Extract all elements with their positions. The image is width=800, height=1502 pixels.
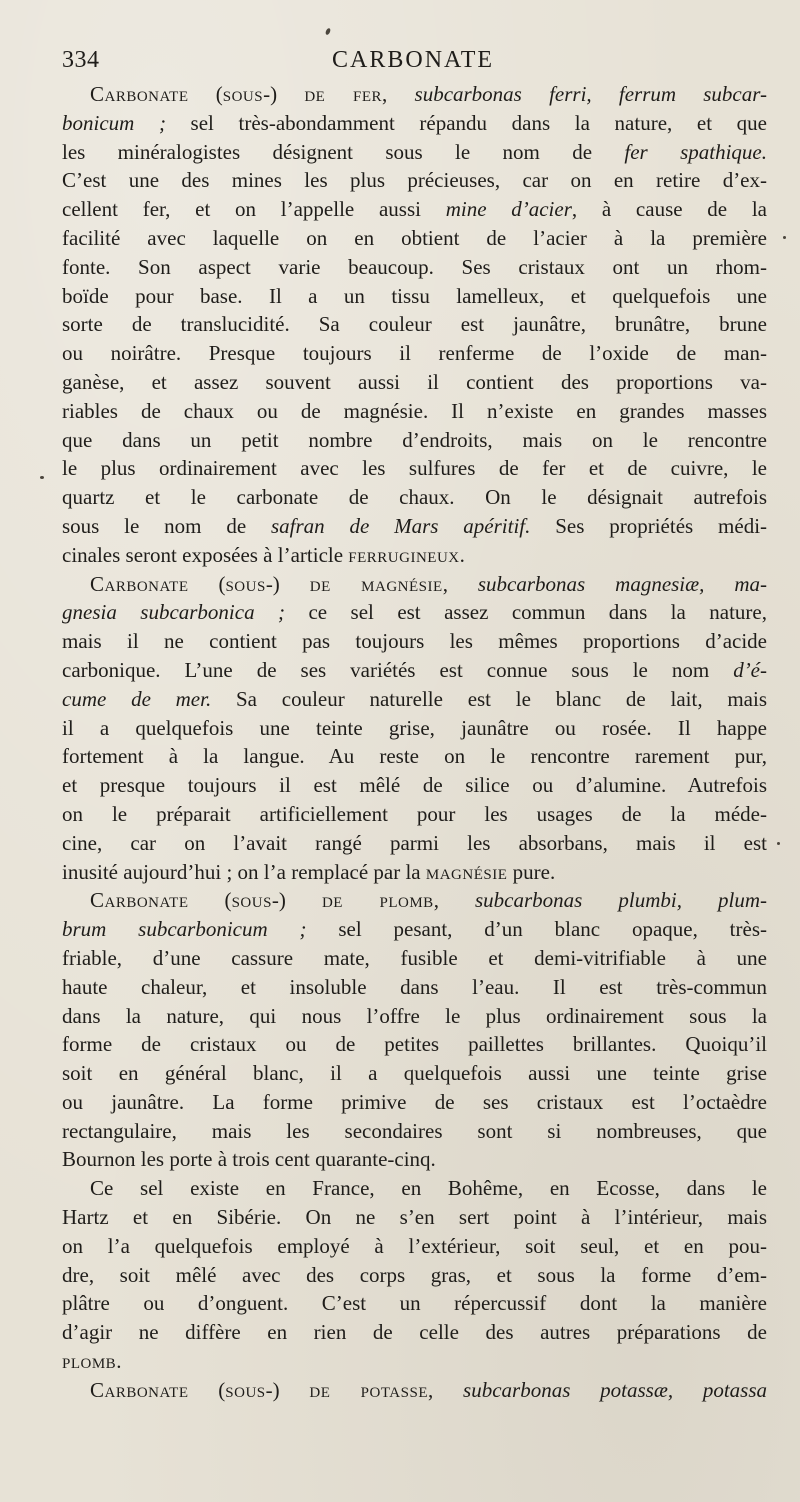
italic-text: mine d’acier: [445, 197, 572, 222]
text-segment: le plus ordinairement avec les sulfures de fer et de cuivre, le: [62, 456, 767, 481]
text-segment: riables de chaux ou de magnésie. Il n’existe en grandes masses: [62, 398, 767, 423]
text-segment: d’agir ne diffère en rien de celle des autres préparations de: [62, 1320, 767, 1345]
text-segment: les minéralogistes désignent sous le nom de: [62, 139, 625, 164]
small-caps-text: Carbonate: [90, 888, 189, 913]
page-header: [62, 47, 736, 81]
italic-text: fer spathique.: [624, 139, 767, 164]
text-line: [62, 570, 767, 599]
small-caps-text: sous: [222, 82, 264, 106]
italic-text: subcarbonas potassæ, potassa: [463, 1377, 767, 1402]
text-segment: sous le nom de: [62, 513, 271, 538]
small-caps-text: sous: [231, 888, 272, 913]
italic-text: d’é-: [733, 657, 767, 682]
text-line: [62, 138, 767, 167]
small-caps-text: Carbonate: [90, 571, 189, 596]
small-caps-text: Carbonate: [90, 1377, 189, 1402]
text-line: [62, 1059, 767, 1088]
text-segment: forme de cristaux ou de petites paillettes brillantes. Quoiqu’il: [62, 1032, 767, 1057]
text-line: [62, 253, 767, 282]
text-segment: sel pesant, d’un blanc opaque, très-: [306, 917, 767, 942]
text-segment: Ce sel existe en France, en Bohême, en Ecosse, dans le: [90, 1176, 767, 1201]
text-line: [62, 454, 767, 483]
text-segment: on l’a quelquefois employé à l’extérieur, soit seul, et en pou-: [62, 1233, 767, 1258]
small-caps-text: ferrugineux: [348, 542, 460, 567]
text-segment: carbonique. L’une de ses variétés est connue sous le nom: [62, 657, 734, 682]
text-segment: fortement à la langue. Au reste on le rencontre rarement pur,: [62, 744, 767, 769]
text-segment: (: [188, 571, 226, 596]
text-segment: ,: [442, 571, 478, 596]
text-line: [62, 195, 767, 224]
text-line: [62, 80, 767, 109]
text-line: [62, 800, 767, 829]
text-segment: dre, soit mêlé avec des corps gras, et sous la forme d’em-: [62, 1262, 767, 1287]
body-text: [62, 80, 767, 1405]
small-caps-text: de potasse: [309, 1377, 428, 1402]
small-caps-text: de fer: [304, 82, 383, 106]
text-segment: Ses propriétés médi-: [530, 513, 767, 538]
text-segment: ganèse, et assez souvent aussi il contient des proportions va-: [62, 369, 767, 394]
text-line: [62, 858, 767, 887]
text-segment: Hartz et en Sibérie. On ne s’en sert point à l’intérieur, mais: [62, 1205, 767, 1230]
text-segment: -): [265, 1377, 310, 1402]
text-segment: que dans un petit nombre d’endroits, mais on le rencontre: [62, 427, 767, 452]
text-line: [62, 1318, 767, 1347]
text-line: [62, 483, 767, 512]
text-segment: ,: [428, 1377, 464, 1402]
text-segment: on le préparait artificiellement pour les usages de la méde-: [62, 801, 767, 826]
text-segment: cinales seront exposées à l’article: [62, 542, 349, 567]
small-caps-text: sous: [225, 1377, 266, 1402]
small-caps-text: de plomb: [321, 888, 434, 913]
text-segment: (: [188, 1377, 226, 1402]
text-line: [62, 426, 767, 455]
text-line: [62, 1145, 767, 1174]
ink-speck: [40, 476, 44, 479]
text-line: [62, 1203, 767, 1232]
text-segment: , à cause de la: [571, 197, 767, 222]
text-segment: dans la nature, qui nous l’offre le plus ordinairement sous la: [62, 1003, 767, 1028]
text-segment: sorte de translucidité. Sa couleur est jaunâtre, brunâtre, brune: [62, 312, 767, 337]
italic-text: subcarbonas ferri, ferrum subcar-: [414, 82, 767, 106]
text-line: [62, 1232, 767, 1261]
text-line: [62, 368, 767, 397]
text-line: [62, 1088, 767, 1117]
text-segment: fonte. Son aspect varie beaucoup. Ses cristaux ont un rhom-: [62, 254, 767, 279]
text-line: [62, 915, 767, 944]
text-segment: pure.: [507, 859, 556, 884]
text-line: [62, 829, 767, 858]
text-segment: rectangulaire, mais les secondaires sont si nombreuses, que: [62, 1118, 767, 1143]
text-line: [62, 944, 767, 973]
page-number: 334: [62, 47, 100, 73]
italic-text: safran de Mars apéritif.: [270, 513, 531, 538]
text-segment: .: [459, 542, 465, 567]
text-segment: cine, car on l’avait rangé parmi les absorbans, mais il est: [62, 830, 767, 855]
italic-text: subcarbonas magnesiæ, ma-: [477, 571, 767, 596]
text-segment: haute chaleur, et insoluble dans l’eau. Il est très-commun: [62, 974, 767, 999]
text-segment: ,: [382, 82, 415, 106]
text-segment: sel très-abondamment répandu dans la nature, et que: [165, 110, 767, 135]
text-line: [62, 339, 767, 368]
small-caps-text: sous: [225, 571, 266, 596]
text-segment: -): [271, 888, 322, 913]
text-line: [62, 973, 767, 1002]
italic-text: cume de mer.: [62, 686, 212, 711]
text-segment: Sa couleur naturelle est le blanc de lait, mais: [211, 686, 767, 711]
text-segment: ou jaunâtre. La forme primive de ses cristaux est l’octaèdre: [62, 1089, 767, 1114]
text-segment: C’est une des mines les plus précieuses, car on en retire d’ex-: [62, 168, 767, 193]
small-caps-text: de magnésie: [309, 571, 443, 596]
text-segment: mais il ne contient pas toujours les mêmes proportions d’acide: [62, 629, 767, 654]
text-line: [62, 742, 767, 771]
text-segment: -): [263, 82, 305, 106]
text-line: [62, 310, 767, 339]
ink-speck: [777, 842, 780, 845]
text-line: [62, 282, 767, 311]
text-segment: boïde pour base. Il a un tissu lamelleux, et quelquefois une: [62, 283, 767, 308]
italic-text: subcarbonas plumbi, plum-: [474, 888, 767, 913]
text-line: [62, 886, 767, 915]
small-caps-text: plomb: [62, 1349, 117, 1374]
text-segment: -): [265, 571, 310, 596]
text-line: [62, 685, 767, 714]
text-line: [62, 1289, 767, 1318]
italic-text: brum subcarbonicum ;: [62, 917, 307, 942]
italic-text: bonicum ;: [62, 110, 166, 135]
text-segment: quartz et le carbonate de chaux. On le désignait autrefois: [62, 485, 767, 510]
text-segment: Bournon les porte à trois cent quarante-cinq.: [62, 1147, 436, 1172]
text-segment: facilité avec laquelle on en obtient de l’acier à la première: [62, 225, 767, 250]
text-line: [62, 397, 767, 426]
text-segment: et presque toujours il est mêlé de silice ou d’alumine. Autrefois: [62, 773, 767, 798]
text-line: [62, 1174, 767, 1203]
small-caps-text: Carbonate: [90, 82, 189, 106]
text-segment: friable, d’une cassure mate, fusible et demi-vitrifiable à une: [62, 945, 767, 970]
text-line: [62, 1030, 767, 1059]
text-line: [62, 714, 767, 743]
ink-speck: [783, 236, 786, 239]
ink-speck: [325, 27, 332, 35]
text-segment: (: [188, 82, 223, 106]
text-segment: ,: [433, 888, 475, 913]
text-line: [62, 1002, 767, 1031]
text-segment: (: [188, 888, 232, 913]
text-line: [62, 1376, 767, 1405]
text-segment: ou noirâtre. Presque toujours il renferme de l’oxide de man-: [62, 341, 767, 366]
text-segment: .: [116, 1349, 122, 1374]
text-line: [62, 1347, 767, 1376]
text-segment: plâtre ou d’onguent. C’est un répercussif dont la manière: [62, 1291, 767, 1316]
text-line: [62, 166, 767, 195]
text-line: [62, 627, 767, 656]
text-segment: il a quelquefois une teinte grise, jaunâtre ou rosée. Il happe: [62, 715, 767, 740]
text-line: [62, 224, 767, 253]
running-head: CARBONATE: [332, 47, 495, 73]
text-line: [62, 771, 767, 800]
text-line: [62, 1261, 767, 1290]
text-line: [62, 1117, 767, 1146]
text-segment: cellent fer, et on l’appelle aussi: [62, 197, 446, 222]
text-segment: soit en général blanc, il a quelquefois aussi une teinte grise: [62, 1061, 767, 1086]
text-line: [62, 541, 767, 570]
text-segment: inusité aujourd’hui ; on l’a remplacé par la: [62, 859, 426, 884]
text-line: [62, 656, 767, 685]
text-line: [62, 109, 767, 138]
text-line: [62, 598, 767, 627]
text-line: [62, 512, 767, 541]
small-caps-text: magnésie: [425, 859, 508, 884]
text-segment: ce sel est assez commun dans la nature,: [285, 600, 767, 625]
italic-text: gnesia subcarbonica ;: [62, 600, 286, 625]
